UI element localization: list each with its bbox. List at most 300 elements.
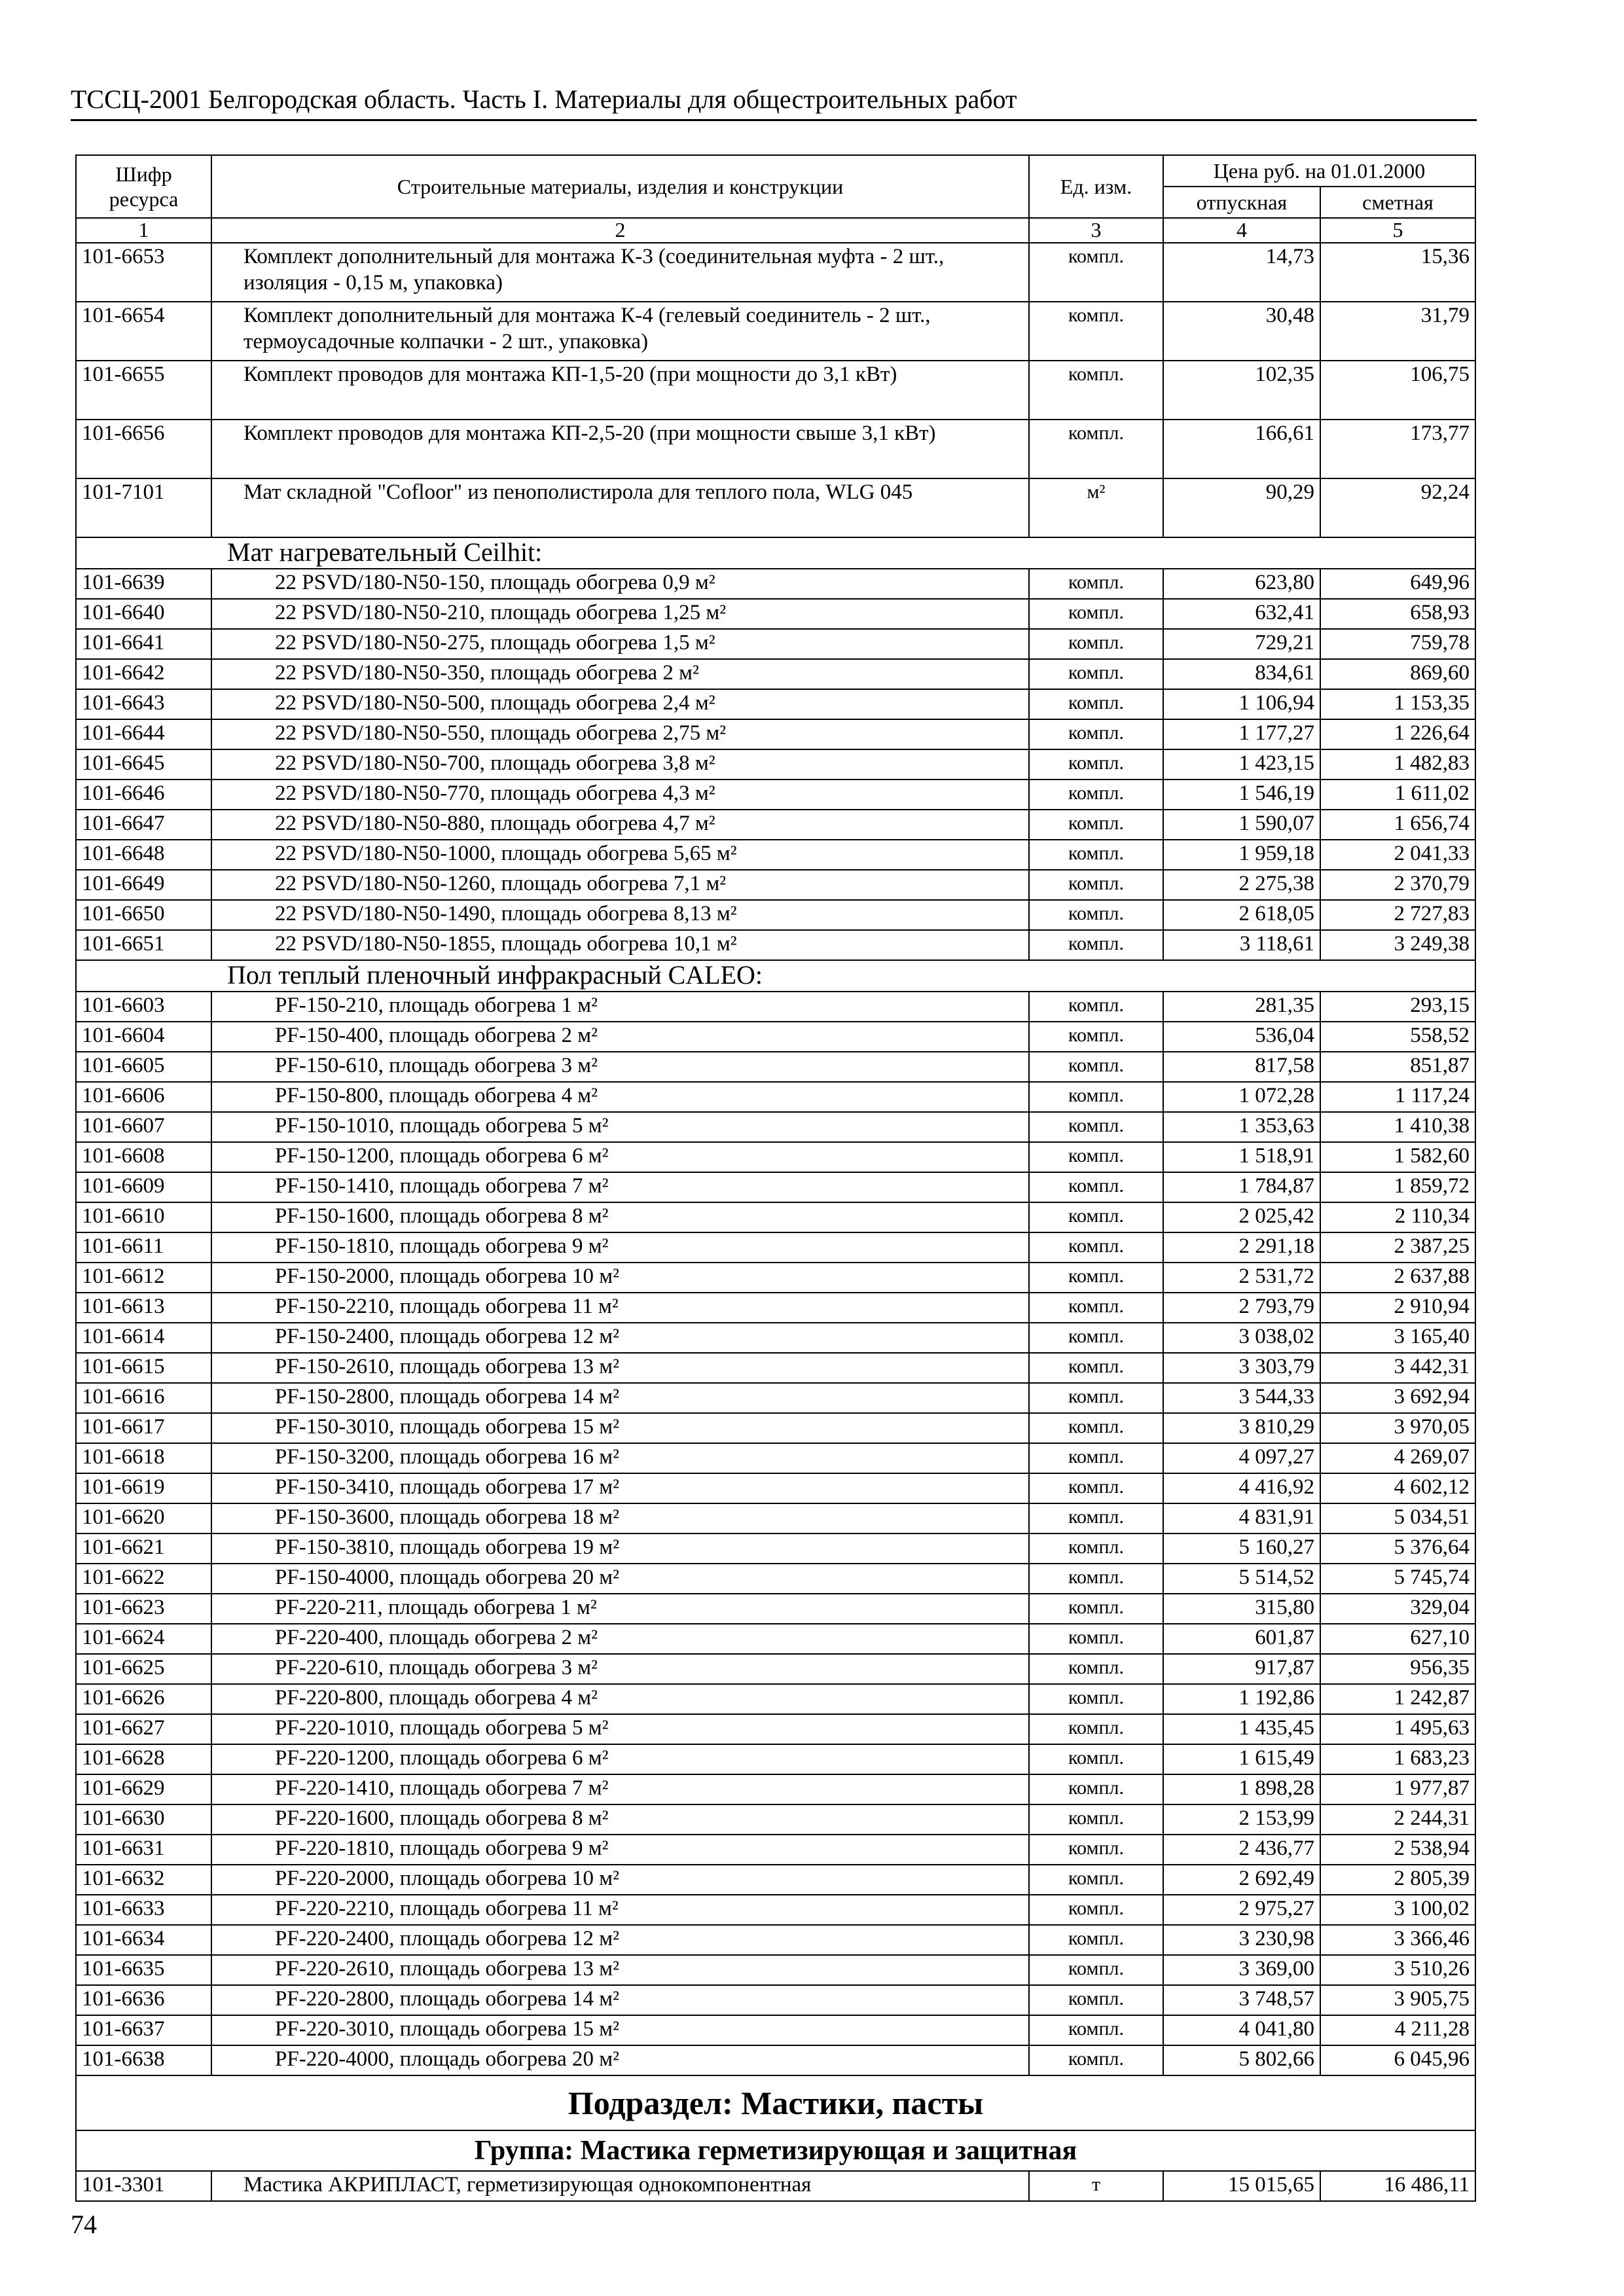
group-heading: Пол теплый пленочный инфракрасный CALEO: xyxy=(76,960,1475,992)
estimate-price: 16 486,11 xyxy=(1320,2171,1475,2201)
estimate-price: 6 045,96 xyxy=(1320,2045,1475,2075)
material-description: 22 PSVD/180-N50-700, площадь обогрева 3,8 м² xyxy=(211,749,1029,780)
release-price: 1 435,45 xyxy=(1163,1714,1320,1744)
table-row xyxy=(76,1624,1475,1654)
unit-of-measure: компл. xyxy=(1029,1534,1163,1564)
unit-of-measure: компл. xyxy=(1029,719,1163,749)
unit-of-measure: компл. xyxy=(1029,1895,1163,1925)
resource-code: 101-6621 xyxy=(76,1534,211,1564)
resource-code: 101-6629 xyxy=(76,1774,211,1804)
release-price: 1 898,28 xyxy=(1163,1774,1320,1804)
table-row xyxy=(76,992,1475,1022)
release-price: 2 618,05 xyxy=(1163,900,1320,930)
estimate-price: 15,36 xyxy=(1320,243,1475,302)
estimate-price: 4 602,12 xyxy=(1320,1473,1475,1503)
resource-code: 101-6631 xyxy=(76,1835,211,1865)
unit-of-measure: компл. xyxy=(1029,659,1163,689)
unit-of-measure: компл. xyxy=(1029,900,1163,930)
table-row xyxy=(76,1473,1475,1503)
estimate-price: 2 370,79 xyxy=(1320,870,1475,900)
unit-of-measure: компл. xyxy=(1029,1082,1163,1112)
estimate-price: 627,10 xyxy=(1320,1624,1475,1654)
material-description: PF-150-2610, площадь обогрева 13 м² xyxy=(211,1353,1029,1383)
estimate-price: 3 249,38 xyxy=(1320,930,1475,960)
release-price: 4 831,91 xyxy=(1163,1503,1320,1534)
unit-of-measure: компл. xyxy=(1029,599,1163,629)
table-row xyxy=(76,1022,1475,1052)
estimate-price: 1 859,72 xyxy=(1320,1172,1475,1202)
resource-code: 101-6605 xyxy=(76,1052,211,1082)
unit-of-measure: компл. xyxy=(1029,810,1163,840)
material-description: 22 PSVD/180-N50-1260, площадь обогрева 7,1 м² xyxy=(211,870,1029,900)
release-price: 4 416,92 xyxy=(1163,1473,1320,1503)
estimate-price: 329,04 xyxy=(1320,1594,1475,1624)
column-number: 3 xyxy=(1029,218,1163,243)
estimate-price: 2 244,31 xyxy=(1320,1804,1475,1835)
release-price: 1 959,18 xyxy=(1163,840,1320,870)
resource-code: 101-6646 xyxy=(76,780,211,810)
group-title: Группа: Мастика герметизирующая и защитная xyxy=(76,2130,1475,2171)
resource-code: 101-6627 xyxy=(76,1714,211,1744)
table-row xyxy=(76,719,1475,749)
table-row xyxy=(76,659,1475,689)
unit-of-measure: компл. xyxy=(1029,689,1163,719)
material-description: Мат складной "Cofloor" из пенополистирола для теплого пола, WLG 045 xyxy=(211,478,1029,537)
unit-of-measure: компл. xyxy=(1029,361,1163,420)
column-number-row xyxy=(76,218,1475,243)
unit-of-measure: компл. xyxy=(1029,1232,1163,1263)
release-price: 90,29 xyxy=(1163,478,1320,537)
estimate-price: 759,78 xyxy=(1320,629,1475,659)
table-row xyxy=(76,478,1475,537)
resource-code: 101-6639 xyxy=(76,569,211,599)
resource-code: 101-6649 xyxy=(76,870,211,900)
table-row xyxy=(76,1232,1475,1263)
unit-of-measure: компл. xyxy=(1029,749,1163,780)
unit-of-measure: компл. xyxy=(1029,1774,1163,1804)
header-estimate-price: сметная xyxy=(1320,187,1475,218)
release-price: 917,87 xyxy=(1163,1654,1320,1684)
release-price: 5 802,66 xyxy=(1163,2045,1320,2075)
resource-code: 101-6606 xyxy=(76,1082,211,1112)
estimate-price: 3 510,26 xyxy=(1320,1955,1475,1985)
material-description: PF-150-2000, площадь обогрева 10 м² xyxy=(211,1263,1029,1293)
estimate-price: 4 211,28 xyxy=(1320,2015,1475,2045)
table-row xyxy=(76,1925,1475,1955)
table-row xyxy=(76,870,1475,900)
resource-code: 101-6603 xyxy=(76,992,211,1022)
resource-code: 101-6643 xyxy=(76,689,211,719)
estimate-price: 1 611,02 xyxy=(1320,780,1475,810)
header-price: Цена руб. на 01.01.2000 xyxy=(1163,155,1475,187)
unit-of-measure: компл. xyxy=(1029,302,1163,361)
estimate-price: 2 727,83 xyxy=(1320,900,1475,930)
unit-of-measure: компл. xyxy=(1029,1473,1163,1503)
material-description: 22 PSVD/180-N50-770, площадь обогрева 4,3 м² xyxy=(211,780,1029,810)
header-release-price: отпускная xyxy=(1163,187,1320,218)
unit-of-measure: компл. xyxy=(1029,780,1163,810)
material-description: PF-220-2400, площадь обогрева 12 м² xyxy=(211,1925,1029,1955)
estimate-price: 3 970,05 xyxy=(1320,1413,1475,1443)
material-description: PF-150-1410, площадь обогрева 7 м² xyxy=(211,1172,1029,1202)
unit-of-measure: компл. xyxy=(1029,1925,1163,1955)
price-table xyxy=(75,154,1476,2202)
unit-of-measure: компл. xyxy=(1029,2015,1163,2045)
release-price: 1 192,86 xyxy=(1163,1684,1320,1714)
resource-code: 101-6611 xyxy=(76,1232,211,1263)
release-price: 3 303,79 xyxy=(1163,1353,1320,1383)
material-description: PF-220-211, площадь обогрева 1 м² xyxy=(211,1594,1029,1624)
unit-of-measure: компл. xyxy=(1029,1744,1163,1774)
material-description: PF-150-4000, площадь обогрева 20 м² xyxy=(211,1564,1029,1594)
table-header-row xyxy=(76,155,1475,187)
material-description: PF-150-3410, площадь обогрева 17 м² xyxy=(211,1473,1029,1503)
table-row xyxy=(76,1985,1475,2015)
unit-of-measure: компл. xyxy=(1029,1293,1163,1323)
resource-code: 101-6640 xyxy=(76,599,211,629)
material-description: PF-220-2210, площадь обогрева 11 м² xyxy=(211,1895,1029,1925)
resource-code: 101-6622 xyxy=(76,1564,211,1594)
resource-code: 101-6617 xyxy=(76,1413,211,1443)
material-description: PF-150-1010, площадь обогрева 5 м² xyxy=(211,1112,1029,1142)
material-description: PF-220-1600, площадь обогрева 8 м² xyxy=(211,1804,1029,1835)
table-row xyxy=(76,1744,1475,1774)
unit-of-measure: компл. xyxy=(1029,1503,1163,1534)
resource-code: 101-6625 xyxy=(76,1654,211,1684)
header-code: Шифр ресурса xyxy=(76,155,211,218)
resource-code: 101-6628 xyxy=(76,1744,211,1774)
table-row xyxy=(76,1955,1475,1985)
material-description: 22 PSVD/180-N50-500, площадь обогрева 2,4 м² xyxy=(211,689,1029,719)
unit-of-measure: м² xyxy=(1029,478,1163,537)
resource-code: 101-6612 xyxy=(76,1263,211,1293)
resource-code: 101-6619 xyxy=(76,1473,211,1503)
estimate-price: 1 153,35 xyxy=(1320,689,1475,719)
column-number: 2 xyxy=(211,218,1029,243)
release-price: 536,04 xyxy=(1163,1022,1320,1052)
table-row xyxy=(76,1714,1475,1744)
release-price: 3 038,02 xyxy=(1163,1323,1320,1353)
release-price: 102,35 xyxy=(1163,361,1320,420)
material-description: PF-220-4000, площадь обогрева 20 м² xyxy=(211,2045,1029,2075)
release-price: 1 518,91 xyxy=(1163,1142,1320,1172)
resource-code: 101-6607 xyxy=(76,1112,211,1142)
resource-code: 101-6656 xyxy=(76,420,211,478)
price-table-body xyxy=(76,155,1475,2201)
resource-code: 101-6634 xyxy=(76,1925,211,1955)
resource-code: 101-6647 xyxy=(76,810,211,840)
release-price: 2 436,77 xyxy=(1163,1835,1320,1865)
material-description: 22 PSVD/180-N50-880, площадь обогрева 4,7 м² xyxy=(211,810,1029,840)
table-row xyxy=(76,1503,1475,1534)
material-description: 22 PSVD/180-N50-150, площадь обогрева 0,9 м² xyxy=(211,569,1029,599)
table-row xyxy=(76,1895,1475,1925)
resource-code: 101-6618 xyxy=(76,1443,211,1473)
table-row xyxy=(76,1112,1475,1142)
resource-code: 101-6641 xyxy=(76,629,211,659)
release-price: 2 531,72 xyxy=(1163,1263,1320,1293)
resource-code: 101-6650 xyxy=(76,900,211,930)
table-row xyxy=(76,569,1475,599)
material-description: PF-220-2000, площадь обогрева 10 м² xyxy=(211,1865,1029,1895)
resource-code: 101-6633 xyxy=(76,1895,211,1925)
estimate-price: 2 110,34 xyxy=(1320,1202,1475,1232)
group-title-row xyxy=(76,2130,1475,2171)
material-description: PF-220-1010, площадь обогрева 5 м² xyxy=(211,1714,1029,1744)
resource-code: 101-6637 xyxy=(76,2015,211,2045)
table-row xyxy=(76,1293,1475,1323)
table-row xyxy=(76,1774,1475,1804)
material-description: PF-220-400, площадь обогрева 2 м² xyxy=(211,1624,1029,1654)
unit-of-measure: т xyxy=(1029,2171,1163,2201)
release-price: 817,58 xyxy=(1163,1052,1320,1082)
resource-code: 101-6604 xyxy=(76,1022,211,1052)
table-row xyxy=(76,1413,1475,1443)
resource-code: 101-6623 xyxy=(76,1594,211,1624)
release-price: 3 230,98 xyxy=(1163,1925,1320,1955)
table-row xyxy=(76,1082,1475,1112)
unit-of-measure: компл. xyxy=(1029,1835,1163,1865)
estimate-price: 2 387,25 xyxy=(1320,1232,1475,1263)
column-number: 4 xyxy=(1163,218,1320,243)
material-description: 22 PSVD/180-N50-1490, площадь обогрева 8,13 м² xyxy=(211,900,1029,930)
resource-code: 101-6655 xyxy=(76,361,211,420)
release-price: 2 291,18 xyxy=(1163,1232,1320,1263)
group-heading: Мат нагревательный Ceilhit: xyxy=(76,537,1475,569)
material-description: PF-150-3010, площадь обогрева 15 м² xyxy=(211,1413,1029,1443)
table-row xyxy=(76,840,1475,870)
resource-code: 101-6626 xyxy=(76,1684,211,1714)
release-price: 1 546,19 xyxy=(1163,780,1320,810)
table-row xyxy=(76,1804,1475,1835)
release-price: 5 160,27 xyxy=(1163,1534,1320,1564)
table-row xyxy=(76,361,1475,420)
release-price: 3 810,29 xyxy=(1163,1413,1320,1443)
material-description: 22 PSVD/180-N50-275, площадь обогрева 1,5 м² xyxy=(211,629,1029,659)
table-row xyxy=(76,1564,1475,1594)
estimate-price: 173,77 xyxy=(1320,420,1475,478)
resource-code: 101-6635 xyxy=(76,1955,211,1985)
table-row xyxy=(76,810,1475,840)
material-description: PF-150-800, площадь обогрева 4 м² xyxy=(211,1082,1029,1112)
material-description: Комплект дополнительный для монтажа К-4 (гелевый соединитель - 2 шт., термоусадочные колпачки - 2 шт., упаковка) xyxy=(211,302,1029,361)
estimate-price: 1 242,87 xyxy=(1320,1684,1475,1714)
material-description: 22 PSVD/180-N50-550, площадь обогрева 2,75 м² xyxy=(211,719,1029,749)
unit-of-measure: компл. xyxy=(1029,1172,1163,1202)
resource-code: 101-6653 xyxy=(76,243,211,302)
estimate-price: 851,87 xyxy=(1320,1052,1475,1082)
material-description: PF-150-1200, площадь обогрева 6 м² xyxy=(211,1142,1029,1172)
estimate-price: 293,15 xyxy=(1320,992,1475,1022)
resource-code: 101-6614 xyxy=(76,1323,211,1353)
resource-code: 101-6609 xyxy=(76,1172,211,1202)
table-row xyxy=(76,1654,1475,1684)
resource-code: 101-6644 xyxy=(76,719,211,749)
material-description: PF-220-1410, площадь обогрева 7 м² xyxy=(211,1774,1029,1804)
material-description: PF-220-2610, площадь обогрева 13 м² xyxy=(211,1955,1029,1985)
material-description: PF-150-2400, площадь обогрева 12 м² xyxy=(211,1323,1029,1353)
page-number: 74 xyxy=(71,2210,97,2239)
resource-code: 101-7101 xyxy=(76,478,211,537)
release-price: 14,73 xyxy=(1163,243,1320,302)
release-price: 15 015,65 xyxy=(1163,2171,1320,2201)
material-description: PF-220-2800, площадь обогрева 14 м² xyxy=(211,1985,1029,2015)
group-heading-row xyxy=(76,537,1475,569)
release-price: 2 975,27 xyxy=(1163,1895,1320,1925)
estimate-price: 5 376,64 xyxy=(1320,1534,1475,1564)
table-row xyxy=(76,689,1475,719)
release-price: 601,87 xyxy=(1163,1624,1320,1654)
material-description: PF-220-1200, площадь обогрева 6 м² xyxy=(211,1744,1029,1774)
estimate-price: 649,96 xyxy=(1320,569,1475,599)
resource-code: 101-6645 xyxy=(76,749,211,780)
release-price: 1 784,87 xyxy=(1163,1172,1320,1202)
resource-code: 101-6620 xyxy=(76,1503,211,1534)
release-price: 2 153,99 xyxy=(1163,1804,1320,1835)
estimate-price: 2 041,33 xyxy=(1320,840,1475,870)
group-heading-row xyxy=(76,960,1475,992)
unit-of-measure: компл. xyxy=(1029,1443,1163,1473)
estimate-price: 3 905,75 xyxy=(1320,1985,1475,2015)
release-price: 1 106,94 xyxy=(1163,689,1320,719)
table-row xyxy=(76,1142,1475,1172)
estimate-price: 3 442,31 xyxy=(1320,1353,1475,1383)
release-price: 3 748,57 xyxy=(1163,1985,1320,2015)
estimate-price: 658,93 xyxy=(1320,599,1475,629)
unit-of-measure: компл. xyxy=(1029,1654,1163,1684)
release-price: 729,21 xyxy=(1163,629,1320,659)
table-row xyxy=(76,2015,1475,2045)
material-description: Комплект проводов для монтажа КП-1,5-20 (при мощности до 3,1 кВт) xyxy=(211,361,1029,420)
estimate-price: 1 482,83 xyxy=(1320,749,1475,780)
estimate-price: 5 034,51 xyxy=(1320,1503,1475,1534)
estimate-price: 2 910,94 xyxy=(1320,1293,1475,1323)
unit-of-measure: компл. xyxy=(1029,420,1163,478)
material-description: 22 PSVD/180-N50-350, площадь обогрева 2 м² xyxy=(211,659,1029,689)
resource-code: 101-6613 xyxy=(76,1293,211,1323)
table-row xyxy=(76,1202,1475,1232)
table-row xyxy=(76,629,1475,659)
material-description: PF-150-1810, площадь обогрева 9 м² xyxy=(211,1232,1029,1263)
table-row xyxy=(76,2045,1475,2075)
unit-of-measure: компл. xyxy=(1029,2045,1163,2075)
estimate-price: 1 226,64 xyxy=(1320,719,1475,749)
material-description: PF-220-1810, площадь обогрева 9 м² xyxy=(211,1835,1029,1865)
material-description: Комплект дополнительный для монтажа К-3 (соединительная муфта - 2 шт., изоляция - 0,15 м, упаковка) xyxy=(211,243,1029,302)
release-price: 1 423,15 xyxy=(1163,749,1320,780)
unit-of-measure: компл. xyxy=(1029,1624,1163,1654)
material-description: PF-150-3200, площадь обогрева 16 м² xyxy=(211,1443,1029,1473)
estimate-price: 869,60 xyxy=(1320,659,1475,689)
release-price: 4 041,80 xyxy=(1163,2015,1320,2045)
material-description: 22 PSVD/180-N50-1000, площадь обогрева 5,65 м² xyxy=(211,840,1029,870)
unit-of-measure: компл. xyxy=(1029,1684,1163,1714)
estimate-price: 956,35 xyxy=(1320,1654,1475,1684)
release-price: 281,35 xyxy=(1163,992,1320,1022)
resource-code: 101-6654 xyxy=(76,302,211,361)
resource-code: 101-6651 xyxy=(76,930,211,960)
material-description: PF-220-800, площадь обогрева 4 м² xyxy=(211,1684,1029,1714)
release-price: 2 275,38 xyxy=(1163,870,1320,900)
estimate-price: 92,24 xyxy=(1320,478,1475,537)
resource-code: 101-6648 xyxy=(76,840,211,870)
material-description: PF-150-3600, площадь обогрева 18 м² xyxy=(211,1503,1029,1534)
material-description: 22 PSVD/180-N50-1855, площадь обогрева 10,1 м² xyxy=(211,930,1029,960)
table-row xyxy=(76,1353,1475,1383)
estimate-price: 1 582,60 xyxy=(1320,1142,1475,1172)
subsection-title: Подраздел: Мастики, пасты xyxy=(76,2075,1475,2130)
unit-of-measure: компл. xyxy=(1029,992,1163,1022)
estimate-price: 1 977,87 xyxy=(1320,1774,1475,1804)
release-price: 3 369,00 xyxy=(1163,1955,1320,1985)
table-row xyxy=(76,930,1475,960)
table-row xyxy=(76,1383,1475,1413)
resource-code: 101-6615 xyxy=(76,1353,211,1383)
table-row xyxy=(76,1865,1475,1895)
material-description: PF-220-610, площадь обогрева 3 м² xyxy=(211,1654,1029,1684)
material-description: PF-150-2800, площадь обогрева 14 м² xyxy=(211,1383,1029,1413)
unit-of-measure: компл. xyxy=(1029,243,1163,302)
resource-code: 101-6608 xyxy=(76,1142,211,1172)
unit-of-measure: компл. xyxy=(1029,840,1163,870)
release-price: 1 072,28 xyxy=(1163,1082,1320,1112)
material-description: PF-150-400, площадь обогрева 2 м² xyxy=(211,1022,1029,1052)
estimate-price: 1 410,38 xyxy=(1320,1112,1475,1142)
material-description: Мастика АКРИПЛАСТ, герметизирующая однокомпонентная xyxy=(211,2171,1029,2201)
unit-of-measure: компл. xyxy=(1029,1955,1163,1985)
estimate-price: 2 538,94 xyxy=(1320,1835,1475,1865)
release-price: 5 514,52 xyxy=(1163,1564,1320,1594)
resource-code: 101-6632 xyxy=(76,1865,211,1895)
estimate-price: 3 165,40 xyxy=(1320,1323,1475,1353)
release-price: 2 692,49 xyxy=(1163,1865,1320,1895)
unit-of-measure: компл. xyxy=(1029,1594,1163,1624)
table-row xyxy=(76,1263,1475,1293)
release-price: 1 177,27 xyxy=(1163,719,1320,749)
unit-of-measure: компл. xyxy=(1029,1022,1163,1052)
material-description: PF-150-3810, площадь обогрева 19 м² xyxy=(211,1534,1029,1564)
release-price: 3 118,61 xyxy=(1163,930,1320,960)
estimate-price: 3 692,94 xyxy=(1320,1383,1475,1413)
material-description: 22 PSVD/180-N50-210, площадь обогрева 1,25 м² xyxy=(211,599,1029,629)
release-price: 4 097,27 xyxy=(1163,1443,1320,1473)
resource-code: 101-6638 xyxy=(76,2045,211,2075)
material-description: PF-150-610, площадь обогрева 3 м² xyxy=(211,1052,1029,1082)
table-row xyxy=(76,1172,1475,1202)
release-price: 30,48 xyxy=(1163,302,1320,361)
table-row xyxy=(76,599,1475,629)
table-row xyxy=(76,1534,1475,1564)
unit-of-measure: компл. xyxy=(1029,870,1163,900)
estimate-price: 1 683,23 xyxy=(1320,1744,1475,1774)
table-row xyxy=(76,243,1475,302)
estimate-price: 1 495,63 xyxy=(1320,1714,1475,1744)
table-row xyxy=(76,1323,1475,1353)
release-price: 632,41 xyxy=(1163,599,1320,629)
estimate-price: 2 637,88 xyxy=(1320,1263,1475,1293)
estimate-price: 1 117,24 xyxy=(1320,1082,1475,1112)
unit-of-measure: компл. xyxy=(1029,1323,1163,1353)
unit-of-measure: компл. xyxy=(1029,1263,1163,1293)
release-price: 1 590,07 xyxy=(1163,810,1320,840)
unit-of-measure: компл. xyxy=(1029,1383,1163,1413)
table-row xyxy=(76,780,1475,810)
material-description: PF-150-2210, площадь обогрева 11 м² xyxy=(211,1293,1029,1323)
estimate-price: 3 366,46 xyxy=(1320,1925,1475,1955)
table-row xyxy=(76,900,1475,930)
table-row xyxy=(76,1684,1475,1714)
table-row xyxy=(76,1052,1475,1082)
